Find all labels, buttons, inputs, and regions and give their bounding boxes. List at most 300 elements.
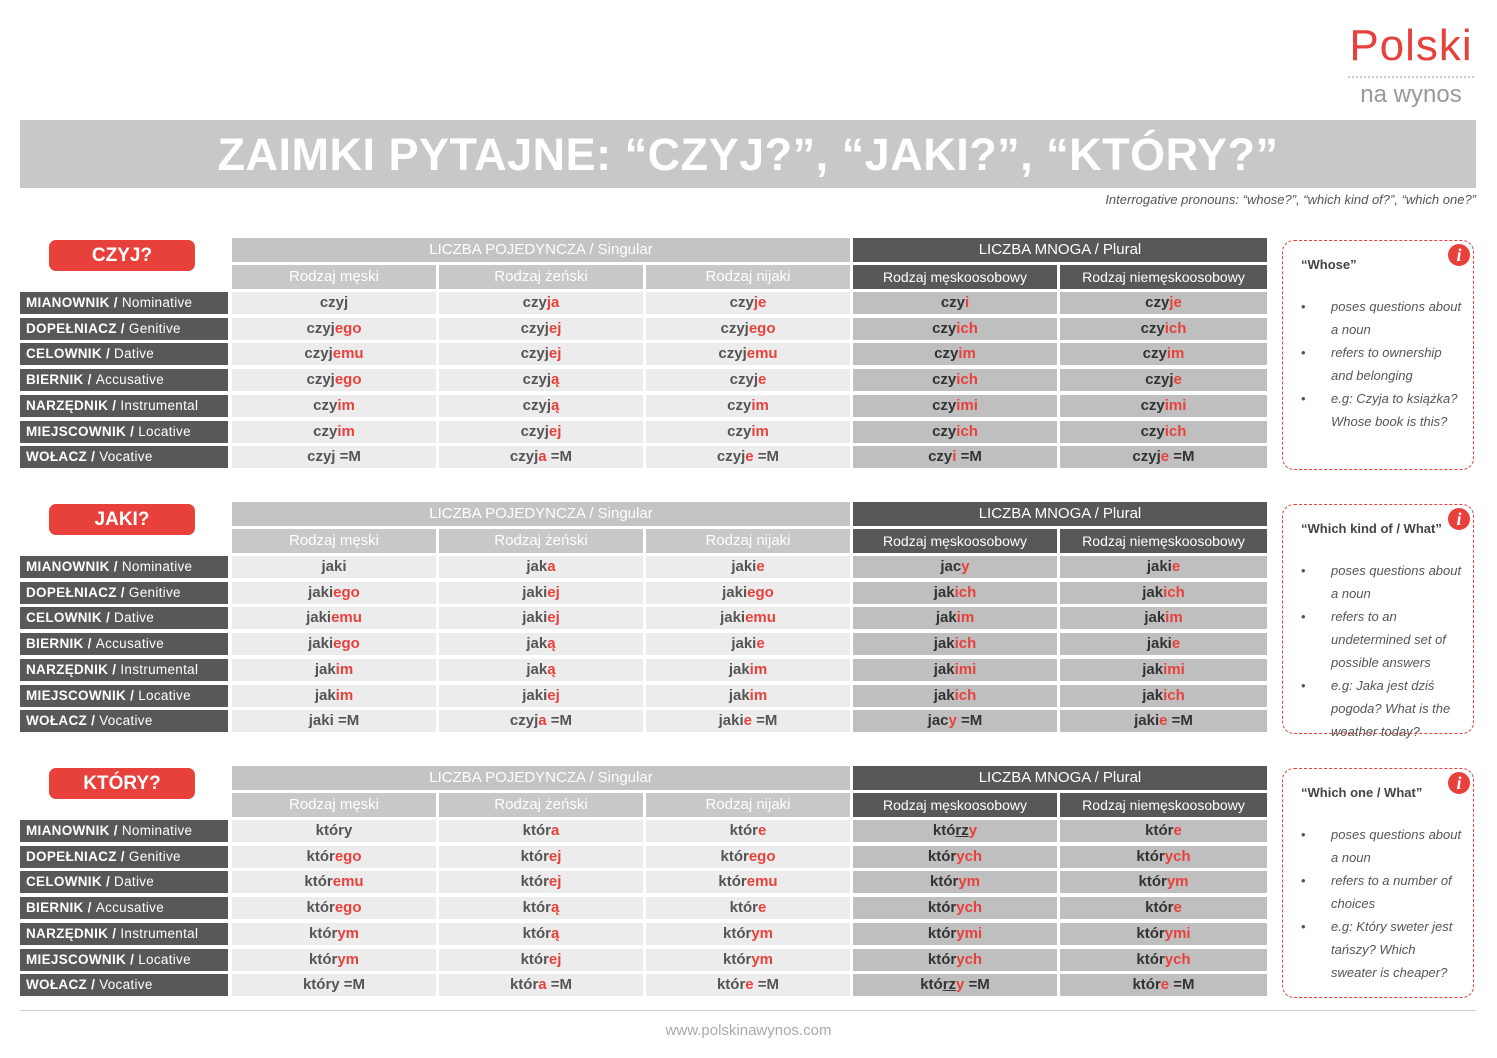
form-cell <box>853 395 1057 417</box>
form-cell <box>646 633 850 655</box>
form-cell <box>439 820 643 842</box>
form-stem: któr <box>1136 848 1165 865</box>
case-label <box>20 974 228 996</box>
form-cell <box>232 421 436 443</box>
note-item: • refers to an undetermined set of possible answers <box>1331 605 1463 674</box>
form-cell <box>232 343 436 365</box>
form-cell <box>646 446 850 468</box>
column-header: Rodzaj męskoosobowy <box>853 265 1057 289</box>
case-label <box>20 633 228 655</box>
form-stem: czy <box>1142 345 1167 362</box>
note-item: • refers to a number of choices <box>1331 869 1463 915</box>
form-ending: ego <box>748 320 776 337</box>
plural-header: LICZBA MNOGA / Plural <box>853 766 1267 790</box>
form-ending: imi <box>1163 661 1185 678</box>
form-ending: ymi <box>1164 925 1191 942</box>
form-stem: któr <box>520 951 549 968</box>
case-label-polish: MIEJSCOWNIK / <box>26 424 139 439</box>
case-label-polish: DOPEŁNIACZ / <box>26 585 129 600</box>
note-list <box>1283 559 1475 743</box>
case-label <box>20 582 228 604</box>
case-label <box>20 923 228 945</box>
case-label-polish: DOPEŁNIACZ / <box>26 321 129 336</box>
form-stem: któr <box>1136 925 1165 942</box>
case-label-english: Genitive <box>128 849 181 864</box>
form-suffix: =M <box>753 976 780 993</box>
form-ending: im <box>335 661 354 678</box>
case-label-english: Dative <box>114 874 155 889</box>
form-ending: ich <box>1163 584 1185 601</box>
case-label-english: Genitive <box>128 321 181 336</box>
form-ending: ich <box>956 320 978 337</box>
form-stem: czy <box>522 294 547 311</box>
form-stem: czyj <box>1132 448 1161 465</box>
form-suffix: =M <box>956 712 983 729</box>
form-stem: czyj <box>520 320 549 337</box>
form-stem: któr <box>927 951 957 968</box>
column-header: Rodzaj żeński <box>439 793 643 817</box>
form-cell <box>439 343 643 365</box>
case-label-english: Nominative <box>121 823 193 838</box>
form-cell <box>646 318 850 340</box>
form-ending: e <box>1173 371 1182 388</box>
form-cell <box>853 710 1057 732</box>
form-stem: któr <box>520 873 549 890</box>
form-cell <box>1060 318 1267 340</box>
form-suffix: =M <box>1169 976 1195 993</box>
case-label-english: Vocative <box>99 713 153 728</box>
question-badge: JAKI? <box>49 504 195 535</box>
form-ending: ja <box>546 294 560 311</box>
form-ending: ych <box>956 899 983 916</box>
form-cell <box>439 897 643 919</box>
form-ending: ej <box>547 687 560 704</box>
case-label-polish: CELOWNIK / <box>26 346 115 361</box>
form-cell <box>646 343 850 365</box>
form-ending: e <box>756 558 765 575</box>
column-header: Rodzaj niemęskoosobowy <box>1060 793 1267 817</box>
form-ending: im <box>958 345 976 362</box>
form-cell <box>646 820 850 842</box>
form-ending: i <box>952 448 957 465</box>
form-cell <box>439 582 643 604</box>
form-stem: czy <box>313 423 338 440</box>
form-cell <box>1060 820 1267 842</box>
form-stem: jaki <box>1146 558 1172 575</box>
form-cell <box>232 871 436 893</box>
column-header: Rodzaj męski <box>232 529 436 553</box>
form-stem: jak <box>728 661 750 678</box>
form-ending: y <box>968 822 978 839</box>
form-cell <box>1060 659 1267 681</box>
form-cell <box>232 846 436 868</box>
case-label <box>20 421 228 443</box>
form-cell <box>853 659 1057 681</box>
form-ending: e <box>758 371 767 388</box>
form-cell <box>1060 633 1267 655</box>
form-stem: jak <box>935 609 957 626</box>
form-cell <box>646 421 850 443</box>
form-stem: czy <box>727 397 752 414</box>
note-item: • e.g: Jaka jest dziś pogoda? What is the weather today? <box>1331 674 1463 743</box>
logo-main: Polski <box>1349 21 1473 70</box>
case-label-english: Locative <box>138 424 191 439</box>
form-cell <box>853 923 1057 945</box>
form-cell <box>1060 949 1267 971</box>
form-stem: czyj <box>319 294 349 311</box>
form-ending: ich <box>954 687 977 704</box>
form-ending: ą <box>551 371 560 388</box>
form-cell <box>232 685 436 707</box>
case-label-polish: WOŁACZ / <box>26 449 100 464</box>
form-cell <box>439 318 643 340</box>
form-stem: jaki <box>722 584 748 601</box>
form-cell <box>439 421 643 443</box>
form-stem: czyj <box>1145 371 1174 388</box>
form-cell <box>232 369 436 391</box>
note-list <box>1283 295 1475 433</box>
form-ending: e <box>1160 448 1170 465</box>
form-cell <box>1060 395 1267 417</box>
form-cell <box>853 820 1057 842</box>
form-cell <box>232 318 436 340</box>
form-stem: któr <box>929 873 959 890</box>
form-stem: czyj <box>306 320 335 337</box>
column-header: Rodzaj męskoosobowy <box>853 793 1057 817</box>
case-label <box>20 556 228 578</box>
form-ending: ego <box>334 320 362 337</box>
form-stem: któr <box>1145 822 1174 839</box>
column-header: Rodzaj męski <box>232 793 436 817</box>
form-underlined: rz <box>955 822 969 839</box>
form-ending: im <box>1165 609 1183 626</box>
form-cell <box>439 685 643 707</box>
form-ending: ą <box>551 925 560 942</box>
form-ending: ej <box>548 951 562 968</box>
form-stem: jaki <box>321 558 347 575</box>
case-label-polish: NARZĘDNIK / <box>26 926 121 941</box>
form-stem: jak <box>728 687 750 704</box>
form-ending: e <box>1173 899 1182 916</box>
form-ending: e <box>756 635 765 652</box>
note-item: • refers to ownership and belonging <box>1331 341 1463 387</box>
case-label-polish: DOPEŁNIACZ / <box>26 849 129 864</box>
form-cell <box>1060 369 1267 391</box>
case-label-english: Nominative <box>121 295 193 310</box>
form-cell <box>1060 897 1267 919</box>
form-ending: ich <box>956 371 978 388</box>
case-label <box>20 395 228 417</box>
form-cell <box>646 923 850 945</box>
form-stem: czy <box>729 294 754 311</box>
form-stem: jak <box>526 635 548 652</box>
form-stem: któr <box>729 899 758 916</box>
form-stem: jak <box>1142 661 1164 678</box>
case-label-english: Nominative <box>121 559 193 574</box>
form-cell <box>232 446 436 468</box>
form-stem: jaki =M <box>308 712 360 729</box>
form-cell <box>232 582 436 604</box>
form-cell <box>646 395 850 417</box>
footer-url[interactable]: www.polskinawynos.com <box>665 1022 832 1039</box>
form-ending: emu <box>746 873 778 890</box>
form-cell <box>232 949 436 971</box>
note-item: • e.g: Który sweter jest tańszy? Which sweater is cheaper? <box>1331 915 1463 984</box>
form-cell <box>232 633 436 655</box>
form-ending: ymi <box>956 925 983 942</box>
note-title: “Which one / What” <box>1301 785 1423 800</box>
case-label-english: Instrumental <box>120 926 199 941</box>
form-cell <box>853 974 1057 996</box>
case-label <box>20 292 228 314</box>
form-cell <box>439 949 643 971</box>
form-stem: czy <box>1140 423 1165 440</box>
form-cell <box>646 710 850 732</box>
case-label <box>20 659 228 681</box>
column-header: Rodzaj nijaki <box>646 265 850 289</box>
form-stem: czy <box>932 320 957 337</box>
form-stem: któr <box>729 822 758 839</box>
case-label-english: Locative <box>138 952 191 967</box>
form-ending: e <box>1160 976 1170 993</box>
form-cell <box>1060 871 1267 893</box>
case-label <box>20 820 228 842</box>
form-stem: któr <box>718 873 747 890</box>
case-label <box>20 871 228 893</box>
form-stem: któr <box>522 822 551 839</box>
form-cell <box>646 659 850 681</box>
case-label-english: Accusative <box>95 636 165 651</box>
note-item: • poses questions about a noun <box>1331 295 1463 341</box>
form-stem: jaki <box>522 609 548 626</box>
form-ending: a <box>538 448 547 465</box>
form-ending: ego <box>334 899 362 916</box>
form-stem: któr <box>522 925 551 942</box>
form-stem: któr <box>927 899 957 916</box>
form-suffix: =M <box>546 448 573 465</box>
column-header: Rodzaj nijaki <box>646 529 850 553</box>
form-ending: ego <box>748 848 776 865</box>
case-label-polish: WOŁACZ / <box>26 713 100 728</box>
form-stem: czy <box>934 345 959 362</box>
form-cell <box>646 871 850 893</box>
form-cell <box>439 395 643 417</box>
form-stem: czyj <box>522 397 551 414</box>
column-header: Rodzaj nijaki <box>646 793 850 817</box>
form-ending: ym <box>337 925 360 942</box>
form-stem: jak <box>1142 687 1164 704</box>
form-stem: czy <box>932 423 957 440</box>
form-cell <box>232 292 436 314</box>
form-cell <box>1060 343 1267 365</box>
form-cell <box>232 607 436 629</box>
form-cell <box>232 659 436 681</box>
form-ending: ej <box>548 345 562 362</box>
case-label <box>20 446 228 468</box>
plural-header: LICZBA MNOGA / Plural <box>853 238 1267 262</box>
form-ending: emu <box>746 345 778 362</box>
form-cell <box>1060 582 1267 604</box>
plural-header: LICZBA MNOGA / Plural <box>853 502 1267 526</box>
form-stem: jak <box>933 584 955 601</box>
case-label <box>20 343 228 365</box>
form-cell <box>853 292 1057 314</box>
form-suffix: =M <box>546 976 573 993</box>
note-title: “Whose” <box>1301 257 1357 272</box>
case-label <box>20 685 228 707</box>
form-cell <box>853 633 1057 655</box>
form-stem: któr <box>1136 951 1165 968</box>
form-cell <box>853 369 1057 391</box>
form-ending: imi <box>956 397 978 414</box>
form-ending: emu <box>331 609 362 626</box>
form-ending: ej <box>547 609 560 626</box>
case-label-english: Instrumental <box>120 398 199 413</box>
form-ending: ej <box>548 320 562 337</box>
form-ending: ego <box>333 635 360 652</box>
case-label-polish: NARZĘDNIK / <box>26 662 121 677</box>
case-label <box>20 710 228 732</box>
form-stem: czy <box>1140 397 1165 414</box>
form-stem: czyj <box>306 371 335 388</box>
form-cell <box>1060 446 1267 468</box>
form-ending: ich <box>1164 320 1187 337</box>
form-stem: czyj <box>716 448 746 465</box>
form-cell <box>646 949 850 971</box>
usage-note <box>1282 768 1474 998</box>
form-cell <box>646 685 850 707</box>
case-label-english: Instrumental <box>120 662 199 677</box>
form-stem: jaki <box>306 609 332 626</box>
note-item: • poses questions about a noun <box>1331 823 1463 869</box>
form-stem: któr <box>522 899 551 916</box>
case-label-english: Genitive <box>128 585 181 600</box>
form-stem: któr <box>509 976 539 993</box>
form-ending: ej <box>548 848 562 865</box>
form-cell <box>646 582 850 604</box>
form-ending: ych <box>956 848 983 865</box>
form-stem: czy <box>932 371 957 388</box>
form-cell <box>439 633 643 655</box>
singular-header: LICZBA POJEDYNCZA / Singular <box>232 238 850 262</box>
page-subtitle: Interrogative pronouns: “whose?”, “which kind of?”, “which one?” <box>1105 192 1476 207</box>
logo <box>1348 22 1474 108</box>
form-cell <box>232 395 436 417</box>
form-ending: e <box>1173 822 1182 839</box>
form-stem: jak <box>526 558 548 575</box>
form-stem: któr <box>722 951 752 968</box>
form-stem: jak <box>933 687 955 704</box>
column-header: Rodzaj męskoosobowy <box>853 529 1057 553</box>
case-label <box>20 318 228 340</box>
form-ending: imi <box>954 661 977 678</box>
case-label-polish: MIANOWNIK / <box>26 823 122 838</box>
form-cell <box>439 846 643 868</box>
form-stem: któ <box>932 822 956 839</box>
form-ending: im <box>1166 345 1185 362</box>
form-cell <box>439 659 643 681</box>
info-icon: i <box>1448 244 1470 266</box>
form-ending: im <box>335 687 354 704</box>
form-cell <box>232 923 436 945</box>
form-stem: któr <box>308 951 338 968</box>
form-stem: któr <box>927 848 957 865</box>
section-ktory <box>20 766 1476 1002</box>
case-label-polish: CELOWNIK / <box>26 874 115 889</box>
form-stem: czyj <box>509 448 539 465</box>
case-label <box>20 897 228 919</box>
form-ending: emu <box>745 609 776 626</box>
case-label-english: Dative <box>114 346 155 361</box>
form-cell <box>646 292 850 314</box>
form-stem: czyj <box>520 345 549 362</box>
form-stem: któ <box>920 976 943 993</box>
form-cell <box>853 582 1057 604</box>
form-ending: ym <box>337 951 360 968</box>
form-stem: czy <box>940 294 965 311</box>
form-ending: ą <box>551 397 560 414</box>
form-cell <box>1060 556 1267 578</box>
form-stem: jaki <box>308 584 334 601</box>
form-ending: ej <box>548 423 562 440</box>
form-ending: ich <box>954 584 977 601</box>
form-ending: imi <box>1164 397 1187 414</box>
form-stem: jaki <box>522 584 548 601</box>
form-stem: któr <box>722 925 752 942</box>
form-cell <box>439 292 643 314</box>
case-label-english: Vocative <box>99 449 153 464</box>
form-stem: jak <box>314 661 336 678</box>
footer-divider <box>20 1010 1476 1011</box>
singular-header: LICZBA POJEDYNCZA / Singular <box>232 766 850 790</box>
page-title: ZAIMKI PYTAJNE: “CZYJ?”, “JAKI?”, “KTÓRY?” <box>20 120 1476 188</box>
form-cell <box>439 871 643 893</box>
form-cell <box>853 343 1057 365</box>
form-cell <box>439 446 643 468</box>
form-stem: czyj <box>304 345 333 362</box>
form-cell <box>853 949 1057 971</box>
form-ending: a <box>551 822 560 839</box>
form-ending: ą <box>547 661 556 678</box>
form-stem: jak <box>933 635 955 652</box>
form-cell <box>1060 923 1267 945</box>
form-cell <box>439 974 643 996</box>
note-list <box>1283 823 1475 984</box>
form-stem: jac <box>940 558 962 575</box>
form-cell <box>232 556 436 578</box>
info-icon: i <box>1448 772 1470 794</box>
form-suffix: =M <box>956 448 982 465</box>
case-label-english: Locative <box>138 688 191 703</box>
question-badge: KTÓRY? <box>49 768 195 799</box>
form-stem: czy <box>313 397 338 414</box>
form-cell <box>853 846 1057 868</box>
form-stem: jaki <box>522 687 548 704</box>
form-stem: któr <box>1138 873 1167 890</box>
form-stem: czy <box>1145 294 1170 311</box>
form-suffix: =M <box>1167 712 1193 729</box>
form-stem: któr <box>308 925 338 942</box>
column-header: Rodzaj niemęskoosobowy <box>1060 529 1267 553</box>
note-item: • poses questions about a noun <box>1331 559 1463 605</box>
form-ending: je <box>1169 294 1182 311</box>
form-cell <box>853 446 1057 468</box>
section-czyj <box>20 238 1476 474</box>
form-cell <box>646 897 850 919</box>
form-stem: czy <box>932 397 957 414</box>
case-label-polish: MIEJSCOWNIK / <box>26 688 139 703</box>
form-ending: im <box>751 397 769 414</box>
